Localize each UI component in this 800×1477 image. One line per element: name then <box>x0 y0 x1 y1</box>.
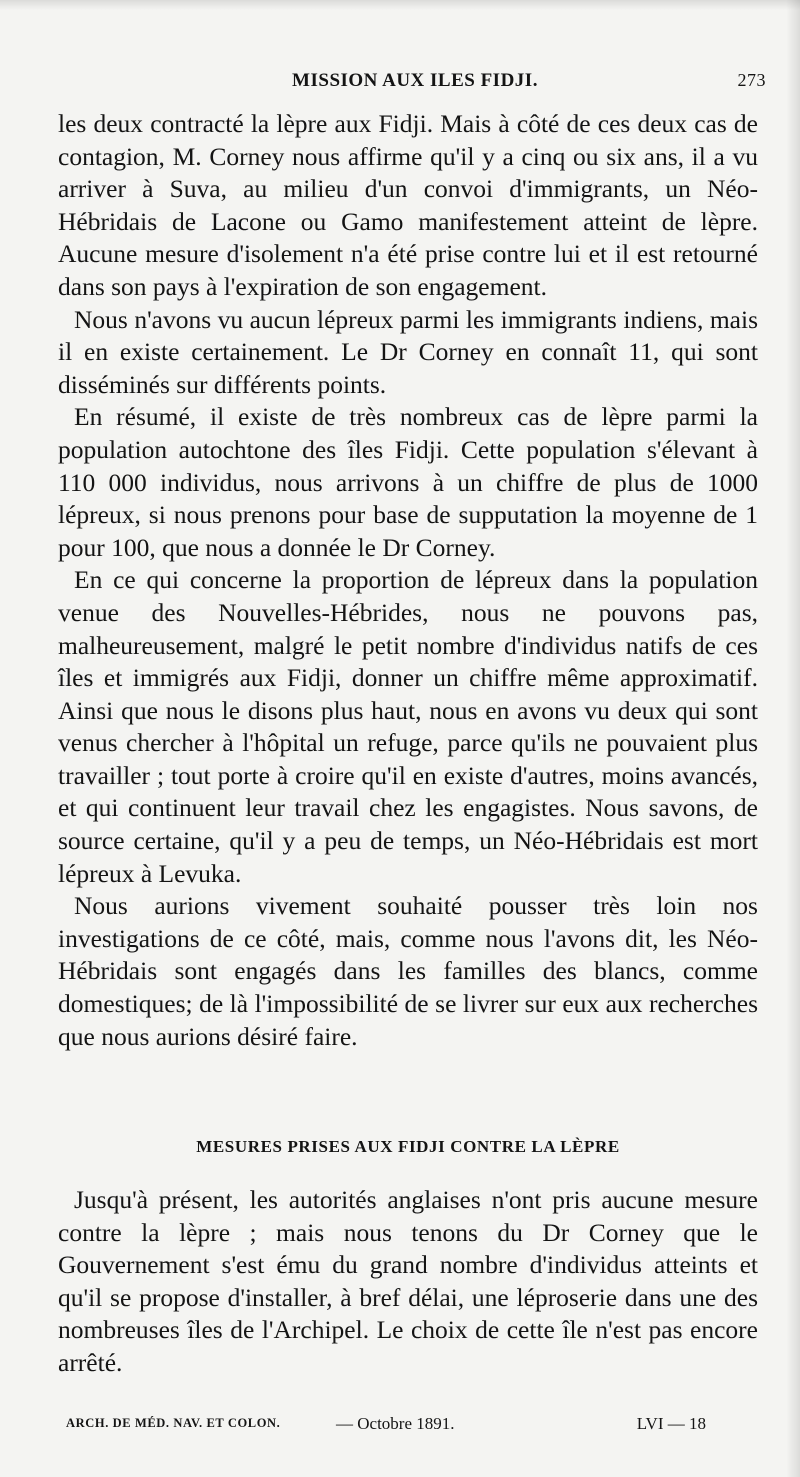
section-body <box>58 1184 758 1380</box>
page-footer <box>66 1414 706 1436</box>
running-title: MISSION AUX ILES FIDJI. <box>292 70 538 91</box>
section-heading: MESURES PRISES AUX FIDJI CONTRE LA LÈPRE <box>196 1137 620 1156</box>
paragraph-indian-immigrants: Nous n'avons vu aucun lépreux parmi les immigrants indiens, mais il en existe certainement. Le Dr Corney en connaît 11, qui sont disséminés sur différents points. <box>58 304 758 399</box>
paragraph-investigations: Nous aurions vivement souhaité pousser très loin nos investigations de ce côté, mais, comme nous l'avons dit, les Néo-Hébridais sont engagés dans les familles des blancs, comme domestiques; de là l'impossibilité de se livrer sur eux aux recherches que nous aurions désiré faire. <box>58 891 758 1051</box>
footer-date: — Octobre 1891. <box>336 1414 455 1433</box>
scan-top-shadow <box>0 0 800 10</box>
paragraph-continuation: les deux contracté la lèpre aux Fidji. Mais à côté de ces deux cas de contagion, M. Corney nous affirme qu'il y a cinq ou six ans, il a vu arriver à Suva, au milieu d'un convoi d'immigrants, un Néo-Hébridais de Lacone ou Gamo manifestement atteint de lèpre. Aucune mesure d'isolement n'a été prise contre lui et il est retourné dans son pays à l'expiration de son engagement. <box>58 109 758 301</box>
footer-signature: LVI — 18 <box>636 1414 706 1433</box>
footer-source: ARCH. DE MÉD. NAV. ET COLON. <box>66 1416 281 1430</box>
scan-edge-shadow <box>786 0 800 1477</box>
page-number: 273 <box>737 70 766 90</box>
body-text <box>58 108 758 1053</box>
paragraph-measures: Jusqu'à présent, les autorités anglaises n'ont pris aucune mesure contre la lèpre ; mais nous tenons du Dr Corney que le Gouvernement s'est ému du grand nombre d'individus atteints et qu'il se propose d'installer, à bref délai, une léproserie dans une des nombreuses îles de l'Archipel. Le choix de cette île n'est pas encore arrêté. <box>58 1185 758 1377</box>
paragraph-summary: En résumé, il existe de très nombreux cas de lèpre parmi la population autochtone des îles Fidji. Cette population s'élevant à 110 000 individus, nous arrivons à un chiffre de plus de 1000 lépreux, si nous prenons pour base de supputation la moyenne de 1 pour 100, que nous a donnée le Dr Corney. <box>58 402 758 562</box>
paragraph-new-hebrides: En ce qui concerne la proportion de lépreux dans la population venue des Nouvelles-Hébrides, nous ne pouvons pas, malheureusement, malgré le petit nombre d'individus natifs de ces îles et immigrés aux Fidji, donner un chiffre même approximatif. Ainsi que nous le disons plus haut, nous en avons vu deux qui sont venus chercher à l'hôpital un refuge, parce qu'ils ne pouvaient plus travailler ; tout porte à croire qu'il en existe d'autres, moins avancés, et qui continuent leur travail chez les engagistes. Nous savons, de source certaine, qu'il y a peu de temps, un Néo-Hébridais est mort lépreux à Levuka. <box>58 565 758 888</box>
running-header <box>60 70 770 94</box>
